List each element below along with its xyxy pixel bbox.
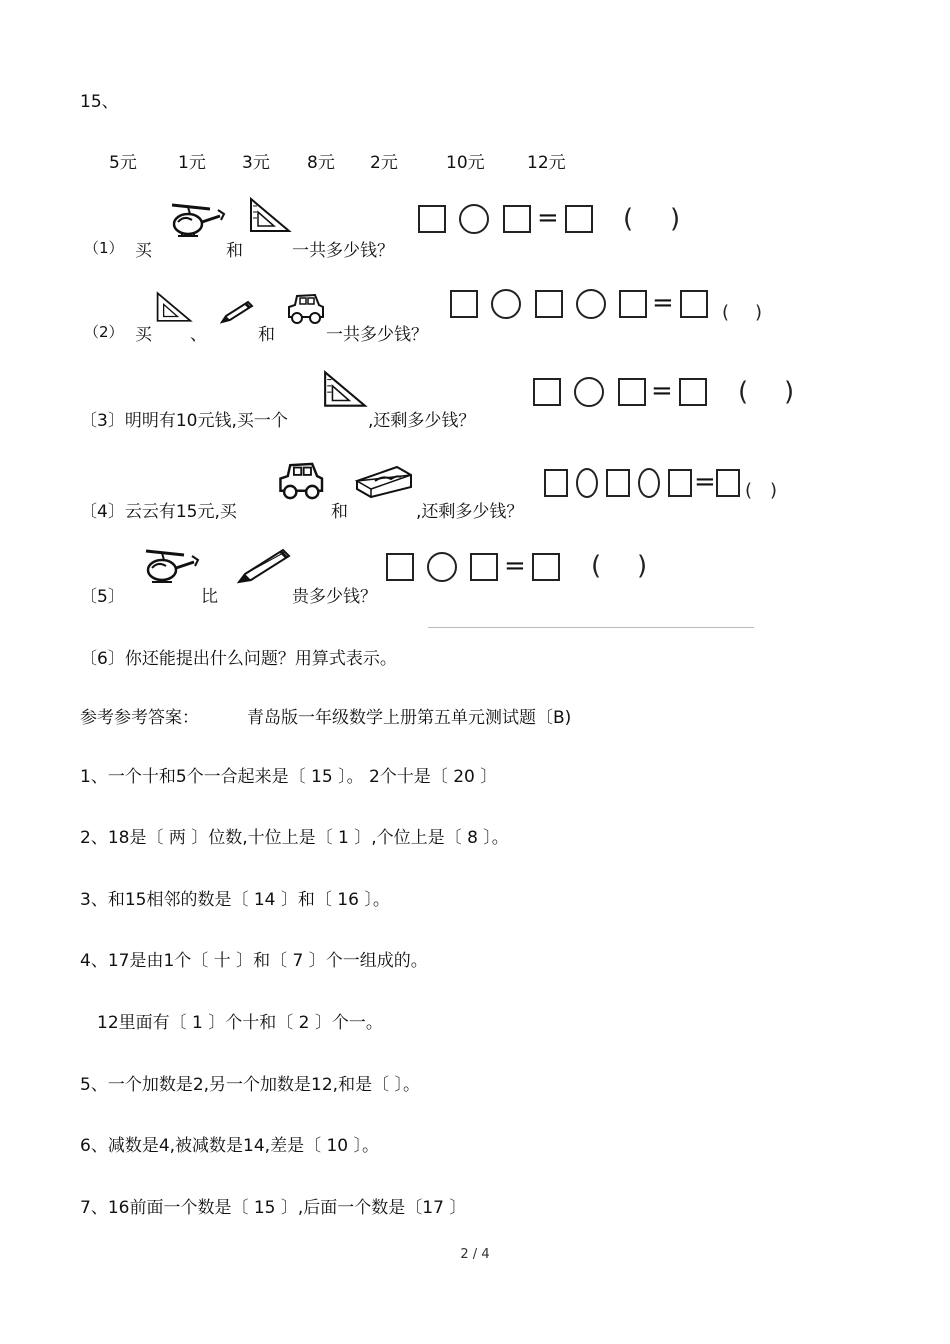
answer-line-2: 2、18是〔 两 〕位数,十位上是〔 1 〕,个位上是〔 8 〕。 xyxy=(80,828,509,848)
q5-box-1[interactable] xyxy=(386,553,414,581)
eraser-icon xyxy=(353,463,415,499)
q5-text-than: 比 xyxy=(201,587,218,607)
q3-equals: = xyxy=(651,376,673,406)
question-number: 15、 xyxy=(80,92,119,112)
q5-box-2[interactable] xyxy=(470,553,498,581)
q3-box-result[interactable] xyxy=(679,378,707,406)
q2-label: （2） xyxy=(84,323,124,341)
q4-paren-open: ( xyxy=(745,480,753,501)
answer-line-3: 3、和15相邻的数是〔 14 〕和〔 16 〕。 xyxy=(80,890,390,910)
car-icon xyxy=(285,291,325,327)
helicopter-icon xyxy=(166,200,228,240)
q4-equals: = xyxy=(694,467,716,497)
q5-equals: = xyxy=(504,551,526,581)
q1-label: （1） xyxy=(84,239,124,257)
q4-operator-circle-2[interactable] xyxy=(638,468,660,498)
price-item-12: 12元 xyxy=(527,153,566,173)
q4-box-result[interactable] xyxy=(716,469,740,497)
q3-paren-open: ( xyxy=(738,377,749,407)
q1-box-2[interactable] xyxy=(503,205,531,233)
q2-paren-close: ) xyxy=(755,302,763,323)
question-6: 〔6〕你还能提出什么问题？用算式表示。 xyxy=(80,649,397,669)
answer-line-6: 6、减数是4,被减数是14,差是〔 10 〕。 xyxy=(80,1136,380,1156)
answer-header-label: 参考参考答案： xyxy=(80,708,199,728)
answer-line-7: 7、16前面一个数是〔 15 〕,后面一个数是〔17 〕 xyxy=(80,1198,467,1218)
q3-text-end: ,还剩多少钱？ xyxy=(368,411,476,431)
q2-text-comma: 、 xyxy=(190,325,207,345)
q2-text-buy: 买 xyxy=(135,325,152,345)
q4-text-end: ,还剩多少钱？ xyxy=(416,502,524,522)
q3-text-start: 〔3〕明明有10元钱,买一个 xyxy=(80,411,288,431)
triangle-ruler-icon xyxy=(155,290,193,324)
q2-operator-circle-1[interactable] xyxy=(491,289,521,319)
q3-box-2[interactable] xyxy=(618,378,646,406)
q1-operator-circle[interactable] xyxy=(459,204,489,234)
q4-box-2[interactable] xyxy=(606,469,630,497)
q1-paren-open: ( xyxy=(623,204,634,234)
q3-paren-close: ) xyxy=(784,377,795,407)
q1-text-total: 一共多少钱？ xyxy=(292,241,394,261)
q2-box-2[interactable] xyxy=(535,290,563,318)
q1-paren-close: ) xyxy=(670,204,681,234)
q3-operator-circle[interactable] xyxy=(574,377,604,407)
q4-text-start: 〔4〕云云有15元,买 xyxy=(80,502,237,522)
triangle-ruler-icon xyxy=(322,369,368,409)
answer-line-4b: 12里面有〔 1 〕个十和〔 2 〕个一。 xyxy=(97,1013,383,1033)
q5-paren-close: ) xyxy=(637,551,648,581)
price-pencil: 1元 xyxy=(178,153,206,173)
q4-box-3[interactable] xyxy=(668,469,692,497)
q2-paren-open: ( xyxy=(722,302,730,323)
helicopter-icon xyxy=(140,546,202,586)
car-icon xyxy=(273,459,327,503)
q4-paren-close: ) xyxy=(770,480,778,501)
price-triangle-ruler: 3元 xyxy=(242,153,270,173)
q2-equals: = xyxy=(652,288,674,318)
q2-box-result[interactable] xyxy=(680,290,708,318)
q5-box-result[interactable] xyxy=(532,553,560,581)
q1-equals: = xyxy=(537,203,559,233)
price-helicopter: 5元 xyxy=(109,153,137,173)
q1-text-buy: 买 xyxy=(135,241,152,261)
q5-label: 〔5〕 xyxy=(80,587,125,607)
answer-line-4: 4、17是由1个〔 十 〕和〔 7 〕个一组成的。 xyxy=(80,951,428,971)
answer-line-1: 1、一个十和5个一合起来是〔 15 〕。 2个十是〔 20 〕 xyxy=(80,767,498,787)
q4-text-and: 和 xyxy=(331,502,348,522)
q6-answer-line xyxy=(428,627,754,628)
q5-text-more: 贵多少钱？ xyxy=(292,587,377,607)
q2-box-3[interactable] xyxy=(619,290,647,318)
q5-paren-open: ( xyxy=(591,551,602,581)
page-number: 2 / 4 xyxy=(460,1247,490,1262)
q5-operator-circle[interactable] xyxy=(427,552,457,582)
triangle-ruler-icon xyxy=(248,196,292,234)
q4-operator-circle-1[interactable] xyxy=(576,468,598,498)
answer-header-title: 青岛版一年级数学上册第五单元测试题〔B) xyxy=(247,708,572,728)
pencil-icon xyxy=(218,298,254,326)
q2-box-1[interactable] xyxy=(450,290,478,318)
price-car: 8元 xyxy=(307,153,335,173)
q1-text-and: 和 xyxy=(226,241,243,261)
answer-line-5: 5、一个加数是2,另一个加数是12,和是〔 〕。 xyxy=(80,1075,420,1095)
q3-box-1[interactable] xyxy=(533,378,561,406)
pencil-icon xyxy=(235,546,291,586)
q2-operator-circle-2[interactable] xyxy=(576,289,606,319)
q2-text-and: 和 xyxy=(258,325,275,345)
q2-text-total: 一共多少钱？ xyxy=(326,325,428,345)
price-eraser: 2元 xyxy=(370,153,398,173)
price-item-10: 10元 xyxy=(446,153,485,173)
q1-box-result[interactable] xyxy=(565,205,593,233)
q4-box-1[interactable] xyxy=(544,469,568,497)
q1-box-1[interactable] xyxy=(418,205,446,233)
